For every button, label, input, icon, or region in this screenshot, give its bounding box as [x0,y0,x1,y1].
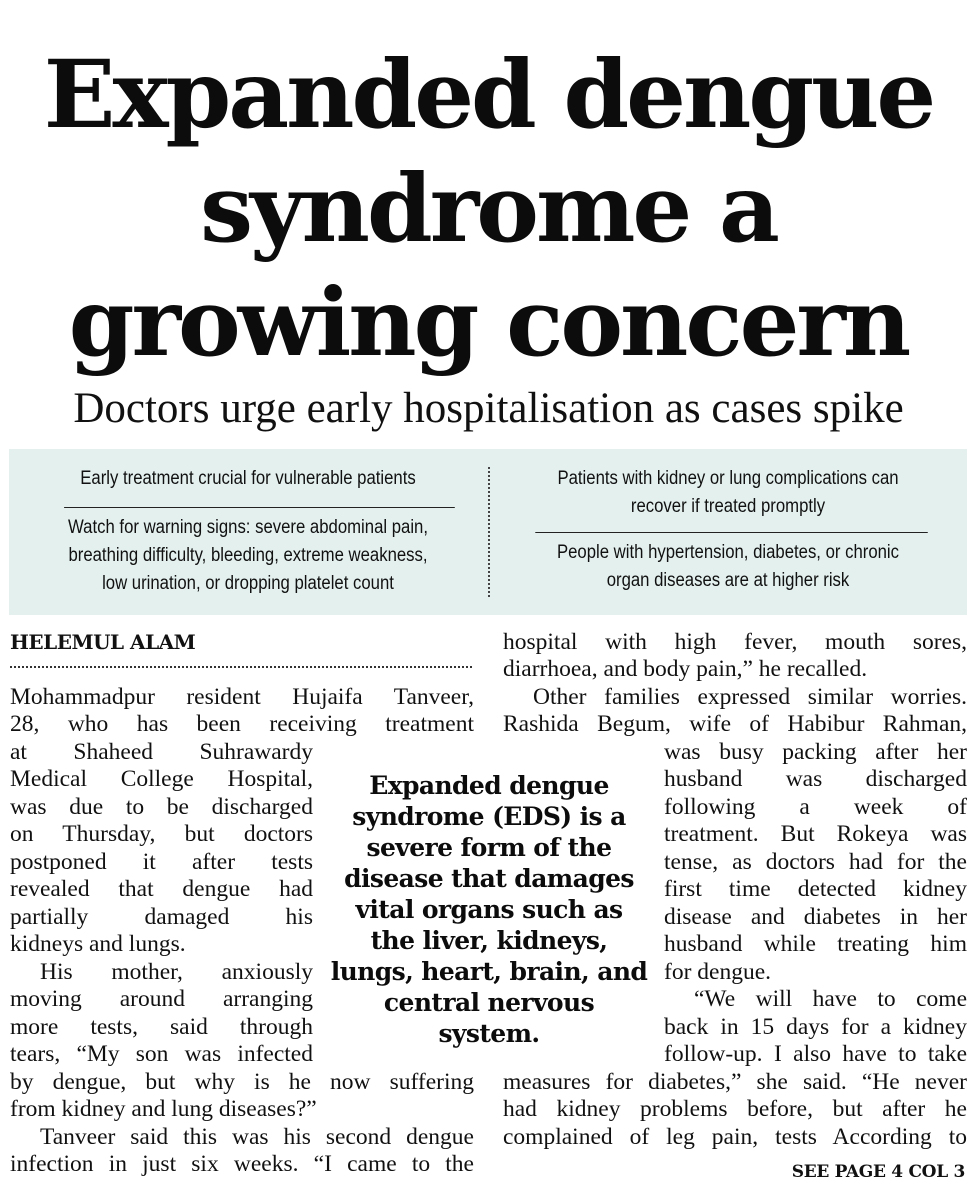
body-line: “We will have to come [694,986,967,1012]
body-line: tense, as doctors had for the [664,849,967,875]
subheadline: Doctors urge early hospitalisation as cases spike [73,385,904,432]
body-line: His mother, anxiously [40,959,313,985]
headline [0,38,977,380]
body-line: postponed it after tests [10,849,313,875]
body-line: on Thursday, but doctors [10,821,313,847]
body-line: infection in just six weeks. “I came to the [10,1151,474,1177]
highlight-line: recover if treated promptly [630,496,826,517]
body-line: Medical College Hospital, [10,766,313,792]
body-line: Rashida Begum, wife of Habibur Rahman, [503,711,967,737]
body-line: disease and diabetes in her [664,904,967,930]
highlight-line: breathing difficulty, bleeding, extreme weakness, [68,545,428,566]
divider [535,532,927,533]
body-line: was busy packing after her [664,739,967,765]
body-line: complained of leg pain, tests According to [503,1124,967,1150]
body-line: husband while treating him [664,931,967,957]
body-line: tears, “My son was infected [10,1041,313,1067]
headline-line: Expanded dengue [43,40,934,150]
highlight-point: Early treatment crucial for vulnerable patients [80,468,416,489]
body-line: following a week of [664,794,967,820]
column-separator [488,467,490,597]
pull-quote: Expanded dengue syndrome (EDS) is a severe form of the disease that damages vital organs such as the liver, kidneys, lungs, heart, brain, and central nervous system. [330,771,648,1048]
headline-line: growing concern [68,268,909,378]
body-line: hospital with high fever, mouth sores, [503,629,967,655]
highlight-line: organ diseases are at higher risk [606,570,850,591]
highlight-line: Patients with kidney or lung complications can [557,468,899,489]
body-line: more tests, said through [10,1014,313,1040]
body-line: had kidney problems before, but after he [503,1096,967,1122]
body-line: by dengue, but why is he now suffering [10,1069,474,1095]
highlight-line: People with hypertension, diabetes, or chronic [556,542,900,563]
body-line: from kidney and lung diseases?” [10,1096,317,1122]
highlight-point [535,465,920,521]
body-line: 28, who has been receiving treatment [10,711,474,737]
highlights-left-column [38,449,459,615]
body-line: kidneys and lungs. [10,931,186,957]
body-line: treatment. But Rokeya was [664,821,967,847]
highlight-line: low urination, or dropping platelet count [102,573,394,594]
body-line: partially damaged his [10,904,313,930]
highlight-line: Watch for warning signs: severe abdominal pain, [68,517,428,538]
highlight-point [55,514,440,598]
byline: HELEMUL ALAM [10,630,196,654]
highlight-point [535,539,920,595]
body-line: Other families expressed similar worries. [533,684,967,710]
body-line: diarrhoea, and body pain,” he recalled. [503,656,868,682]
body-line: back in 15 days for a kidney [664,1014,967,1040]
body-line: husband was discharged [664,766,967,792]
body-line: first time detected kidney [664,876,967,902]
body-line: revealed that dengue had [10,876,313,902]
body-line: follow-up. I also have to take [664,1041,967,1067]
body-line: was due to be discharged [10,794,313,820]
highlights-panel [9,449,967,615]
byline-divider [10,666,472,668]
body-line: measures for diabetes,” she said. “He never [503,1069,967,1095]
continued-on-page: SEE PAGE 4 COL 3 [791,1162,965,1182]
body-line: Tanveer said this was his second dengue [40,1124,474,1150]
highlights-right-column [518,449,939,615]
body-line: for dengue. [664,959,772,985]
body-line: Mohammadpur resident Hujaifa Tanveer, [10,684,474,710]
divider [64,507,455,508]
headline-line: syndrome a [200,154,777,264]
body-line: at Shaheed Suhrawardy [10,739,313,765]
body-line: moving around arranging [10,986,313,1012]
